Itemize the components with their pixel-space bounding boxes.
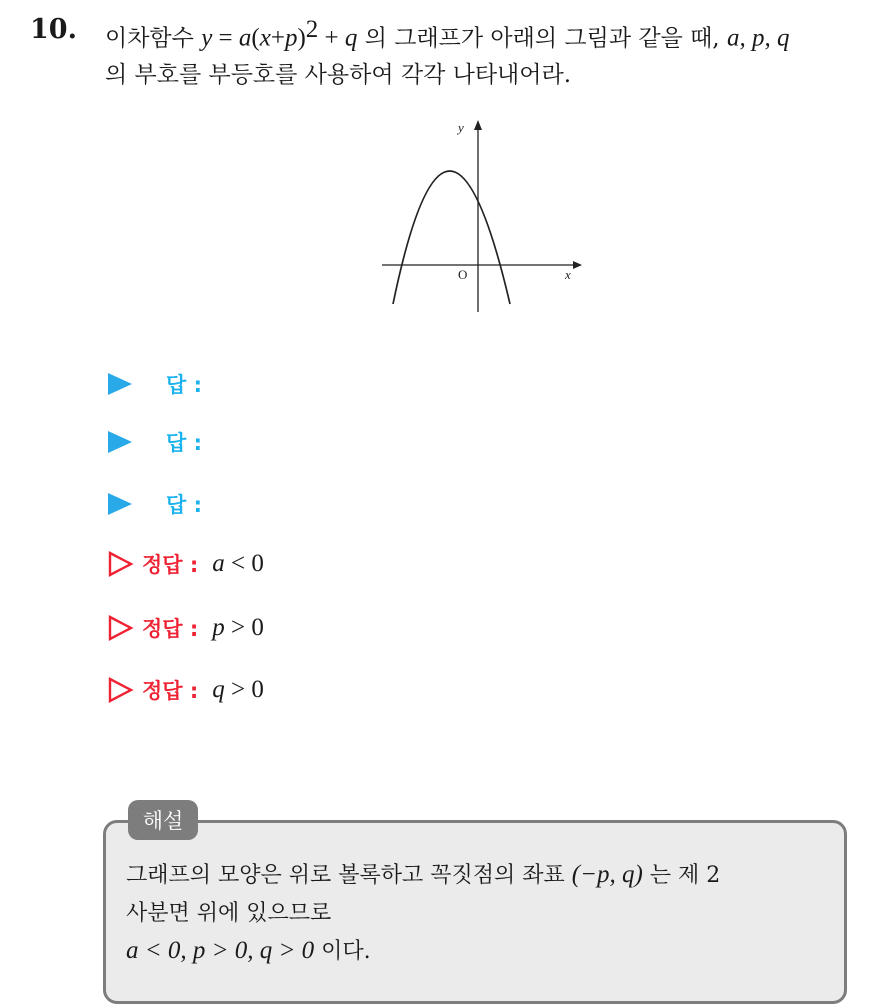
eq-x: x	[259, 24, 271, 52]
outline-triangle-icon	[108, 551, 134, 577]
outline-triangle-icon	[108, 677, 134, 703]
eq-plus: +	[270, 24, 285, 52]
solution-var: q	[212, 676, 225, 703]
eq-close: )	[297, 24, 306, 52]
solution-label: 정답 :	[142, 679, 199, 703]
answer-label: 답 :	[166, 373, 202, 397]
explanation-text-2: 는 제 2	[642, 863, 721, 888]
vertex-coordinate: (−p, q)	[571, 861, 643, 888]
solution-row-3	[108, 672, 264, 708]
eq-equals: =	[212, 24, 239, 52]
question-number: 10.	[30, 14, 77, 45]
eq-q: q	[344, 24, 358, 52]
solution-relation: > 0	[224, 676, 264, 703]
question-text-1: 이차함수	[105, 25, 194, 52]
question-vars: a, p, q	[726, 24, 790, 52]
play-icon	[108, 493, 132, 515]
outline-triangle-icon	[108, 615, 134, 641]
solution-value	[212, 676, 264, 704]
x-axis-arrow	[573, 261, 582, 269]
x-axis-label: x	[565, 267, 571, 282]
eq-plus-2: +	[318, 24, 345, 52]
eq-exponent: 2	[305, 16, 319, 43]
solution-value	[212, 550, 264, 578]
eq-open: (	[251, 24, 260, 52]
eq-a: a	[238, 24, 252, 52]
explanation-text-1: 그래프의 모양은 위로 볼록하고 꼭짓점의 좌표	[126, 863, 572, 888]
solution-label: 정답 :	[142, 553, 199, 577]
solution-label: 정답 :	[142, 617, 199, 641]
eq-y: y	[201, 24, 213, 52]
explanation-tab: 해설	[128, 800, 198, 840]
solution-relation: < 0	[224, 550, 264, 577]
explanation-line-3	[126, 934, 371, 965]
play-icon	[108, 373, 132, 395]
parabola-curve	[393, 171, 510, 304]
solution-row-2	[108, 610, 264, 646]
question-line-2: 의 부호를 부등호를 사용하여 각각 나타내어라.	[105, 62, 572, 88]
explanation-text-3: 이다.	[314, 939, 371, 964]
play-icon	[108, 431, 132, 453]
solution-relation: > 0	[224, 614, 264, 641]
answer-label: 답 :	[166, 493, 202, 517]
answer-row-2	[108, 424, 202, 460]
y-axis-label: y	[458, 120, 464, 135]
question-text-2: 의 그래프가 아래의 그림과 같을 때,	[364, 25, 720, 52]
answer-label: 답 :	[166, 431, 202, 455]
answer-row-3	[108, 486, 202, 522]
y-axis-arrow	[474, 120, 482, 130]
parabola-graph	[370, 112, 590, 322]
question-line-1	[105, 16, 789, 53]
origin-label: O	[458, 267, 468, 282]
solution-row-1	[108, 546, 264, 582]
explanation-inequalities: a < 0, p > 0, q > 0	[126, 937, 315, 964]
eq-p: p	[284, 24, 298, 52]
answer-row-1	[108, 366, 202, 402]
solution-var: a	[212, 550, 225, 577]
explanation-line-2: 사분면 위에 있으므로	[126, 901, 332, 926]
explanation-line-1	[126, 858, 720, 889]
solution-var: p	[212, 614, 225, 641]
solution-value	[212, 614, 264, 642]
